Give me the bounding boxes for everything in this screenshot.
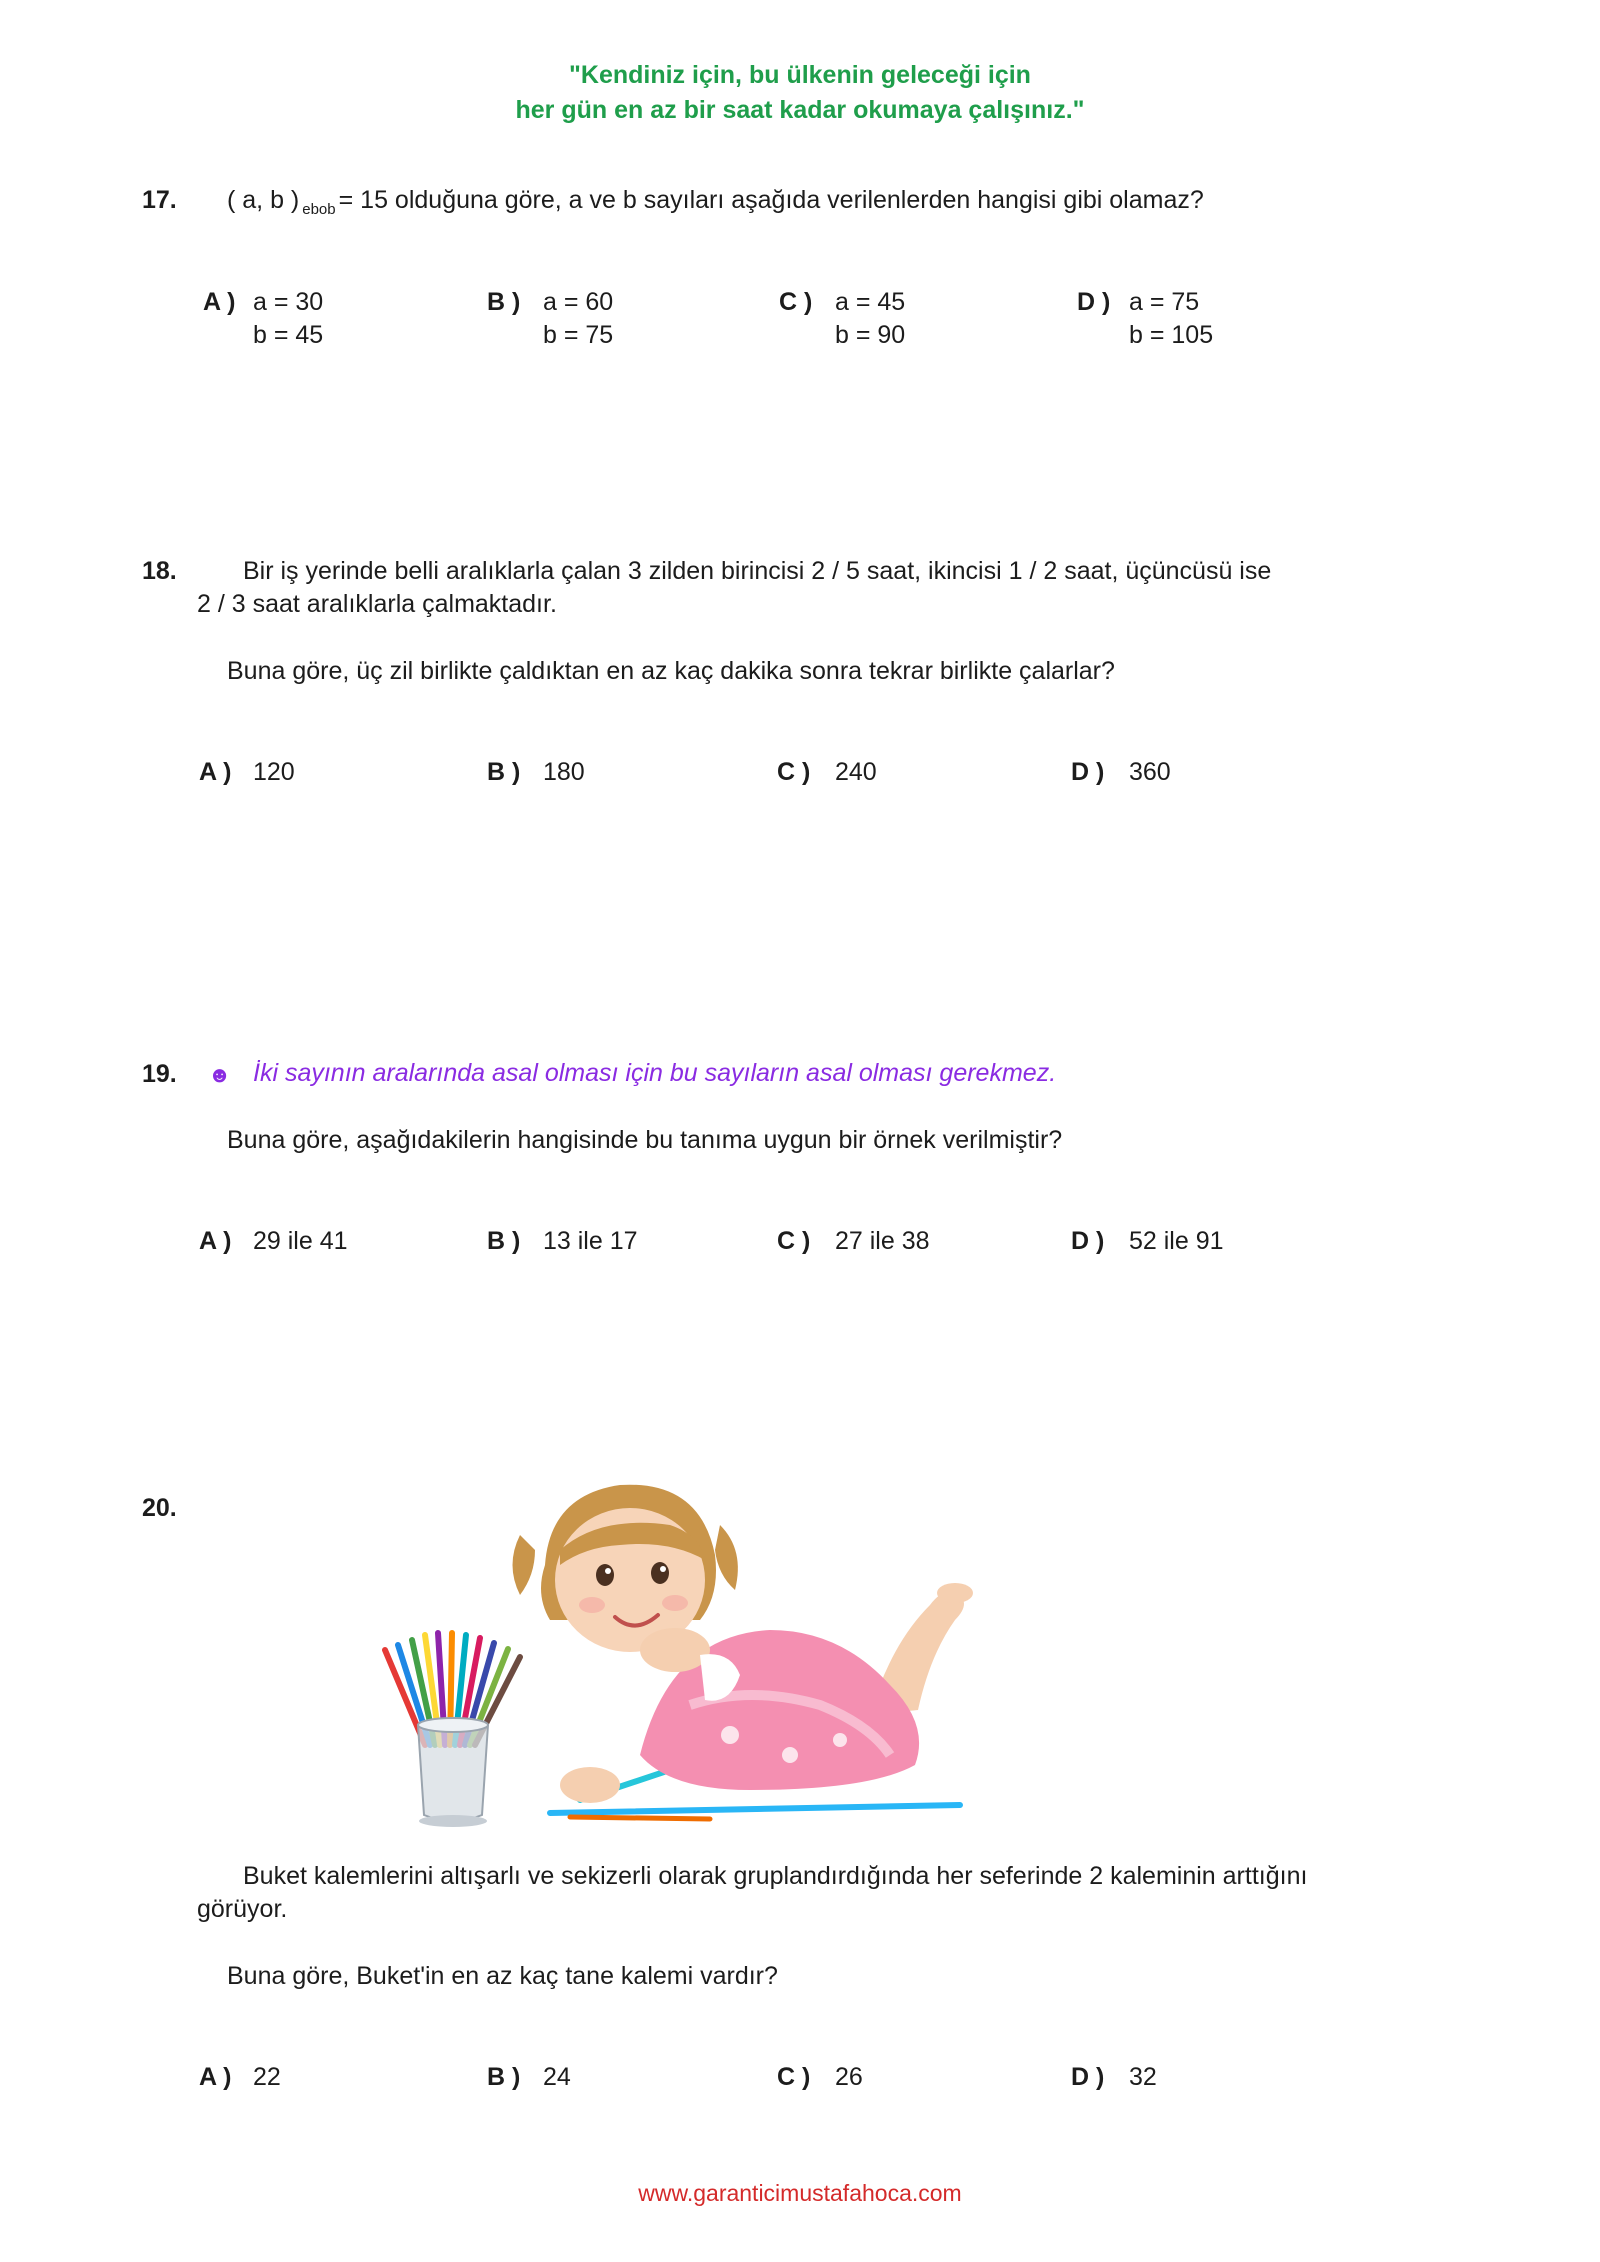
option-line-1: a = 75: [1129, 288, 1200, 316]
option-letter: B ): [487, 758, 521, 786]
question-20-prompt: Buna göre, Buket'in en az kaç tane kalemi vardır?: [227, 1962, 778, 1990]
option-letter: D ): [1077, 288, 1111, 316]
question-20-line-1: Buket kalemlerini altışarlı ve sekizerli olarak gruplandırdığında her seferinde 2 kaleminin arttığını: [243, 1862, 1308, 1890]
option-letter: A ): [199, 1227, 232, 1255]
option-value: 120: [253, 758, 295, 786]
option-line-2: b = 105: [1129, 321, 1214, 349]
option-value: 52 ile 91: [1129, 1227, 1224, 1255]
option-value: 22: [253, 2063, 281, 2091]
q18-option-c[interactable]: [777, 756, 877, 789]
option-value: 180: [543, 758, 585, 786]
motto-line-2: her gün en az bir saat kadar okumaya çalışınız.": [515, 96, 1085, 124]
question-19-prompt: Buna göre, aşağıdakilerin hangisinde bu tanıma uygun bir örnek verilmiştir?: [227, 1126, 1063, 1154]
question-18-number: 18.: [142, 557, 177, 585]
q17-stem-post: = 15 olduğuna göre, a ve b sayıları aşağıda verilenlerden hangisi gibi olamaz?: [338, 186, 1204, 214]
smiley-bullet-icon: ☻: [208, 1062, 232, 1087]
q17-option-c[interactable]: [779, 286, 979, 352]
option-value: 360: [1129, 758, 1171, 786]
option-line-2: b = 45: [253, 321, 324, 349]
option-value: 27 ile 38: [835, 1227, 930, 1255]
option-line-2: b = 75: [543, 321, 614, 349]
option-value: 13 ile 17: [543, 1227, 638, 1255]
motto-line-1: "Kendiniz için, bu ülkenin geleceği için: [569, 61, 1031, 89]
q17-ebob-subscript: ebob: [302, 201, 336, 218]
option-value: 240: [835, 758, 877, 786]
q18-option-a[interactable]: [199, 756, 295, 789]
question-18-line-2: 2 / 3 saat aralıklarla çalmaktadır.: [197, 590, 557, 618]
question-19-note: İki sayının aralarında asal olması için bu sayıların asal olması gerekmez.: [253, 1059, 1057, 1087]
q19-option-a[interactable]: [199, 1225, 348, 1258]
option-letter: B ): [487, 2063, 521, 2091]
q20-option-a[interactable]: [199, 2061, 281, 2094]
option-letter: C ): [777, 758, 811, 786]
option-letter: C ): [779, 288, 813, 316]
option-value: 26: [835, 2063, 863, 2091]
question-18-prompt: Buna göre, üç zil birlikte çaldıktan en az kaç dakika sonra tekrar birlikte çalarlar?: [227, 657, 1115, 685]
q19-option-d[interactable]: [1071, 1225, 1224, 1258]
option-line-2: b = 90: [835, 321, 906, 349]
girl-with-pencils-illustration: [370, 1455, 1090, 1835]
q17-stem-pre: ( a, b ): [227, 186, 300, 214]
q20-option-d[interactable]: [1071, 2061, 1157, 2094]
q18-option-d[interactable]: [1071, 756, 1171, 789]
q17-option-b[interactable]: [487, 286, 687, 352]
option-letter: A ): [199, 2063, 232, 2091]
q17-option-d[interactable]: [1077, 286, 1297, 352]
option-letter: D ): [1071, 758, 1105, 786]
option-line-1: a = 60: [543, 288, 614, 316]
question-20-number: 20.: [142, 1494, 177, 1522]
footer-website-link[interactable]: www.garanticimustafahoca.com: [638, 2180, 962, 2206]
q17-option-a[interactable]: [203, 286, 403, 352]
question-18-line-1: Bir iş yerinde belli aralıklarla çalan 3 zilden birincisi 2 / 5 saat, ikincisi 1 / 2 saat, üçüncüsü ise: [243, 557, 1272, 585]
q19-option-c[interactable]: [777, 1225, 930, 1258]
option-letter: D ): [1071, 1227, 1105, 1255]
question-17-number: 17.: [142, 186, 177, 214]
question-20-line-2: görüyor.: [197, 1895, 288, 1923]
option-letter: A ): [203, 288, 236, 316]
q18-option-b[interactable]: [487, 756, 585, 789]
option-letter: D ): [1071, 2063, 1105, 2091]
pencil-cup-icon: [385, 1633, 520, 1827]
question-19-number: 19.: [142, 1060, 177, 1088]
option-value: 24: [543, 2063, 571, 2091]
q19-option-b[interactable]: [487, 1225, 638, 1258]
option-value: 29 ile 41: [253, 1227, 348, 1255]
option-value: 32: [1129, 2063, 1157, 2091]
option-letter: A ): [199, 758, 232, 786]
option-letter: C ): [777, 2063, 811, 2091]
option-line-1: a = 30: [253, 288, 324, 316]
option-letter: C ): [777, 1227, 811, 1255]
question-17-stem: [227, 184, 1204, 220]
q20-option-b[interactable]: [487, 2061, 571, 2094]
q20-option-c[interactable]: [777, 2061, 863, 2094]
option-letter: B ): [487, 1227, 521, 1255]
option-letter: B ): [487, 288, 521, 316]
girl-figure-icon: [513, 1485, 974, 1803]
option-line-1: a = 45: [835, 288, 906, 316]
